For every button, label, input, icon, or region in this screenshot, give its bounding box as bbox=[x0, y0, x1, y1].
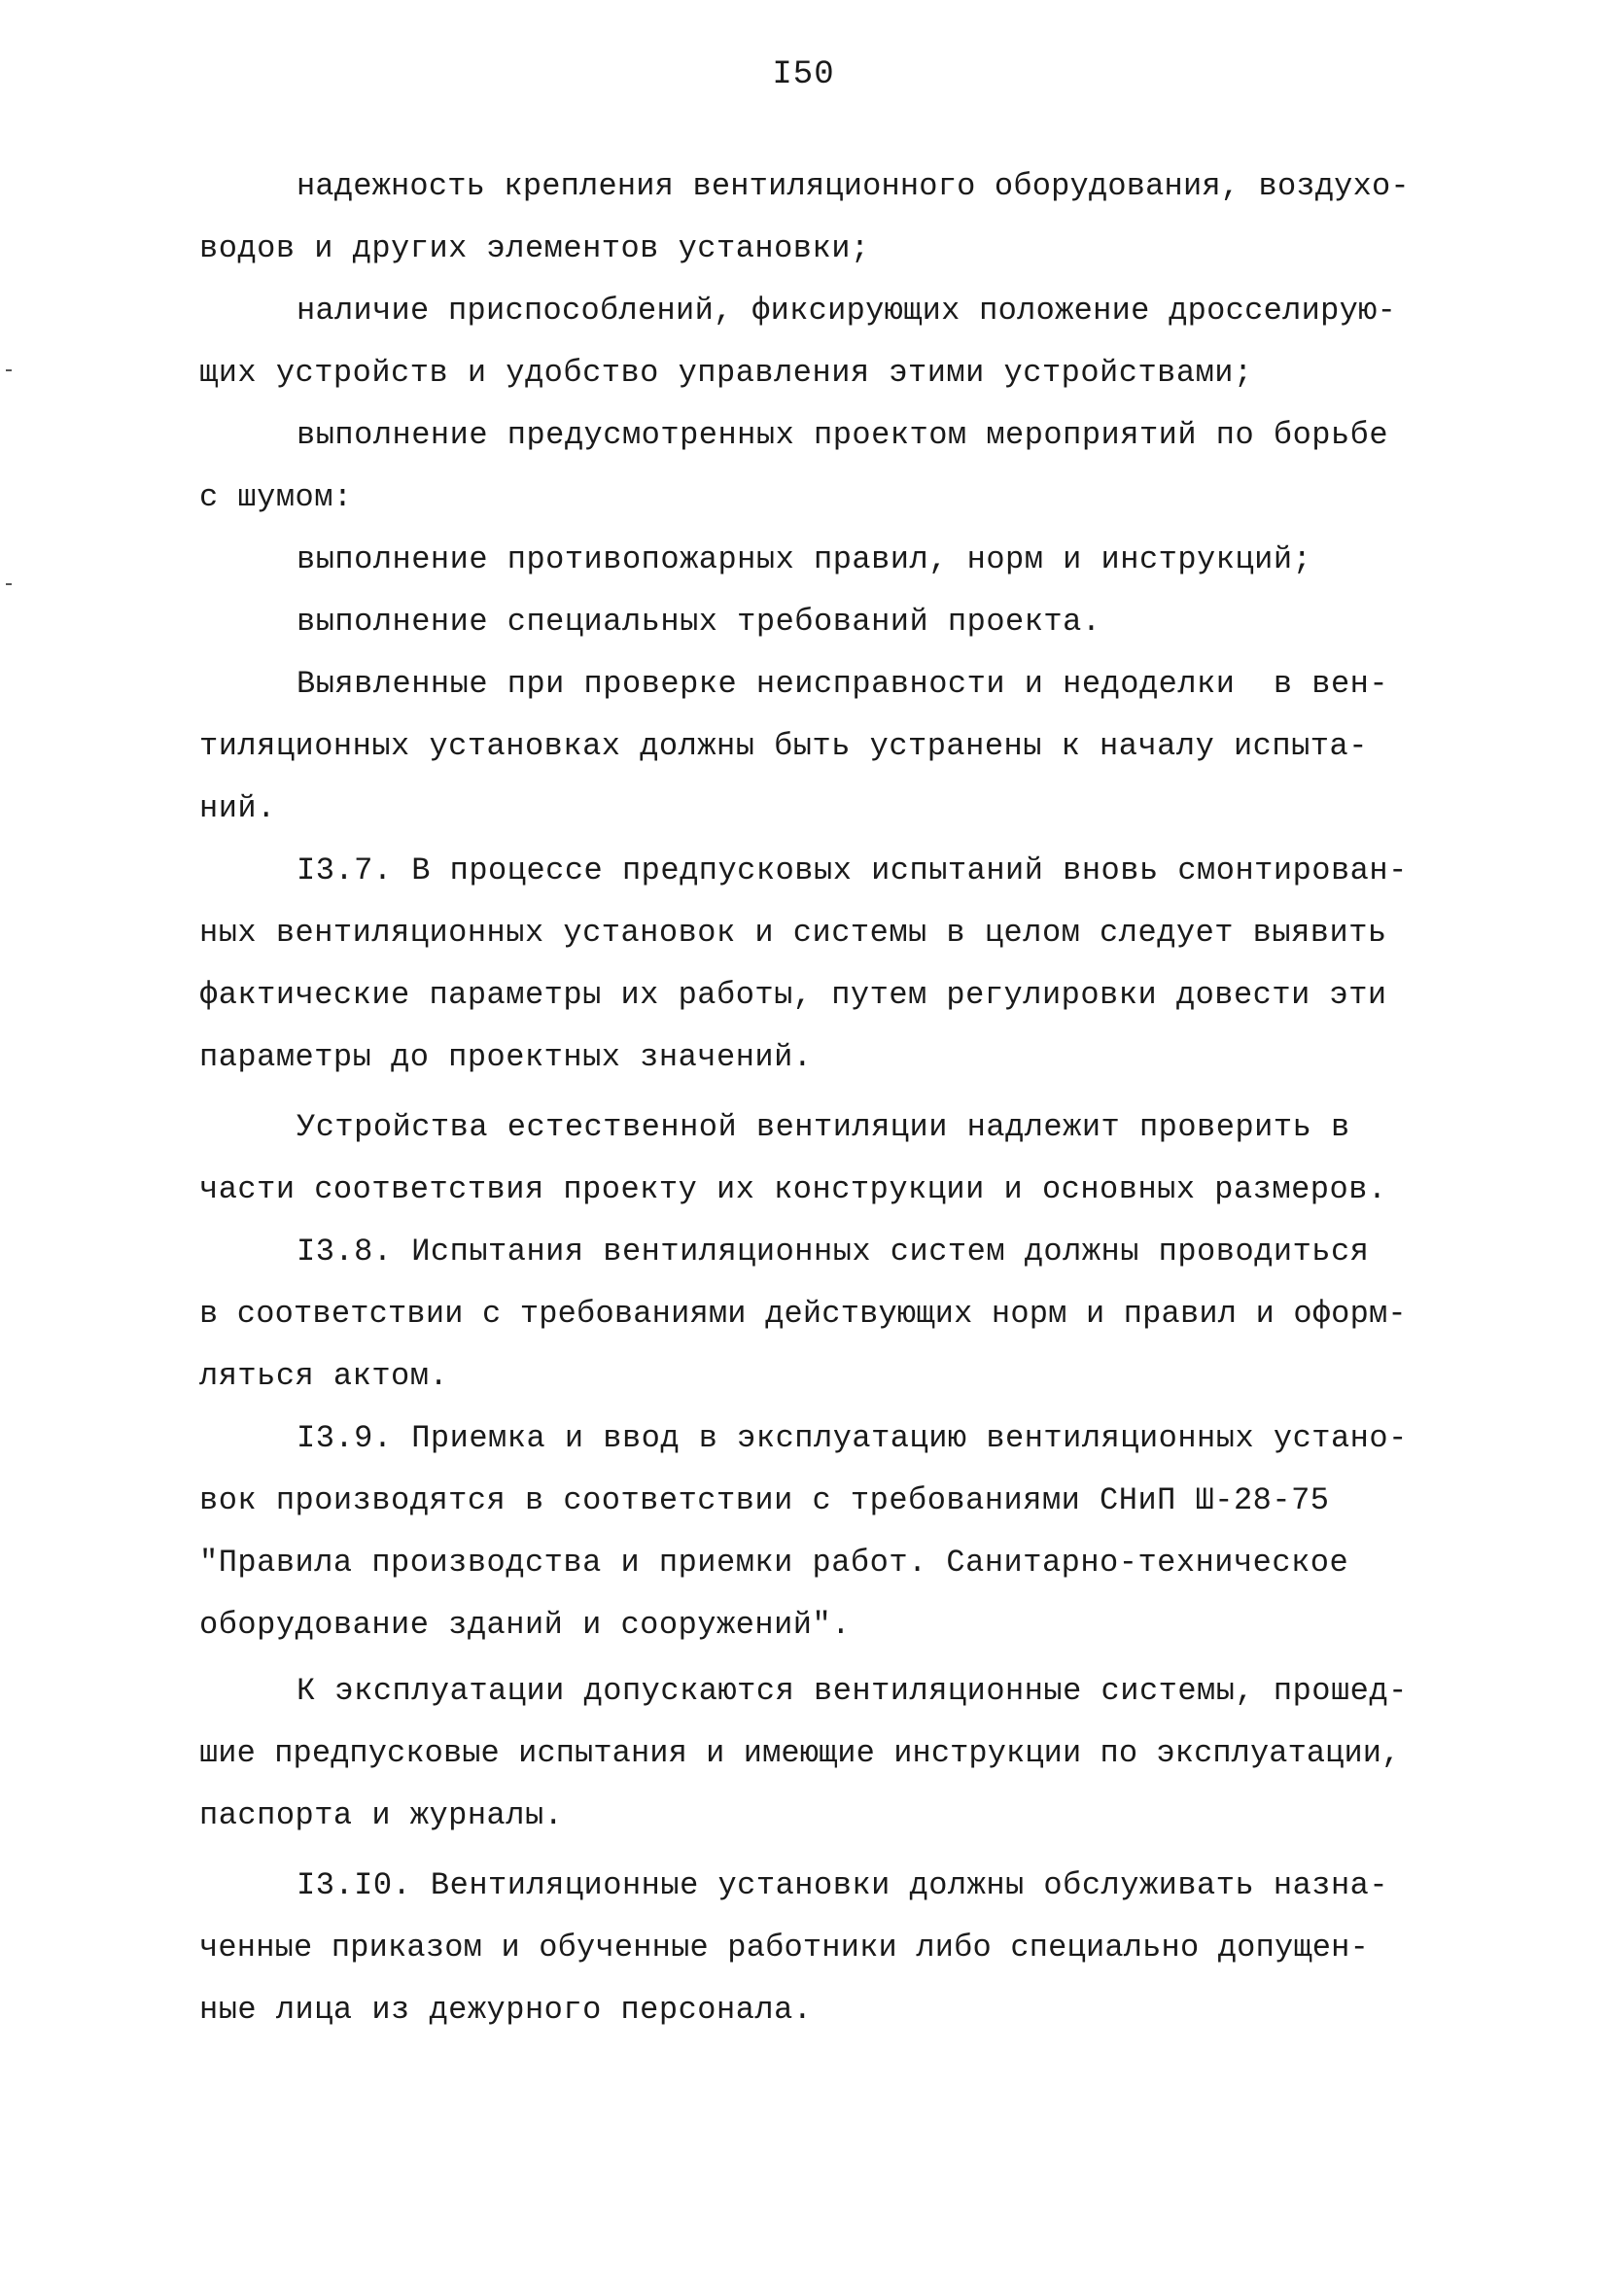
text-line: ченные приказом и обученные работники либо специально допущен- bbox=[199, 1930, 1369, 1966]
text-line: ные лица из дежурного персонала. bbox=[199, 1992, 813, 2028]
text-line: I3.I0. Вентиляционные установки должны обслуживать назна- bbox=[297, 1867, 1389, 1903]
text-line: параметры до проектных значений. bbox=[199, 1039, 813, 1075]
text-line: надежность крепления вентиляционного оборудования, воздухо- bbox=[297, 168, 1410, 204]
text-line: части соответствия проекту их конструкции и основных размеров. bbox=[199, 1171, 1387, 1207]
text-line: выполнение предусмотренных проектом мероприятий по борьбе bbox=[297, 417, 1389, 453]
text-line: Устройства естественной вентиляции надлежит проверить в bbox=[297, 1109, 1350, 1145]
text-line: в соответствии с требованиями действующих норм и правил и оформ- bbox=[199, 1296, 1407, 1332]
text-line: вок производятся в соответствии с требованиями СНиП Ш-28-75 bbox=[199, 1482, 1330, 1518]
text-line: "Правила производства и приемки работ. Санитарно-техническое bbox=[199, 1545, 1349, 1581]
scan-speck bbox=[6, 369, 12, 371]
text-line: ний. bbox=[199, 790, 276, 826]
text-line: оборудование зданий и сооружений". bbox=[199, 1607, 851, 1643]
text-line: ных вентиляционных установок и системы в целом следует выявить bbox=[199, 915, 1387, 951]
text-line: тиляционных установках должны быть устранены к началу испыта- bbox=[199, 728, 1368, 764]
text-line: фактические параметры их работы, путем регулировки довести эти bbox=[199, 977, 1387, 1013]
page-number: I50 bbox=[772, 56, 835, 93]
text-line: К эксплуатации допускаются вентиляционные системы, прошед- bbox=[297, 1673, 1408, 1709]
text-line: I3.9. Приемка и ввод в эксплуатацию вентиляционных устано- bbox=[297, 1420, 1408, 1456]
text-line: водов и других элементов установки; bbox=[199, 230, 870, 266]
scan-speck bbox=[6, 583, 12, 585]
text-line: ляться актом. bbox=[199, 1358, 449, 1394]
text-line: Выявленные при проверке неисправности и недоделки в вен- bbox=[297, 666, 1389, 702]
text-line: I3.8. Испытания вентиляционных систем должны проводиться bbox=[297, 1234, 1370, 1270]
text-line: выполнение специальных требований проекта. bbox=[297, 604, 1101, 640]
text-line: наличие приспособлений, фиксирующих положение дросселирую- bbox=[297, 293, 1397, 329]
text-line: шие предпусковые испытания и имеющие инструкции по эксплуатации, bbox=[199, 1735, 1401, 1771]
text-line: выполнение противопожарных правил, норм и инструкций; bbox=[297, 541, 1312, 577]
text-line: I3.7. В процессе предпусковых испытаний вновь смонтирован- bbox=[297, 852, 1408, 888]
text-line: паспорта и журналы. bbox=[199, 1797, 564, 1833]
text-line: щих устройств и удобство управления этими устройствами; bbox=[199, 355, 1253, 391]
text-line: с шумом: bbox=[199, 479, 353, 515]
